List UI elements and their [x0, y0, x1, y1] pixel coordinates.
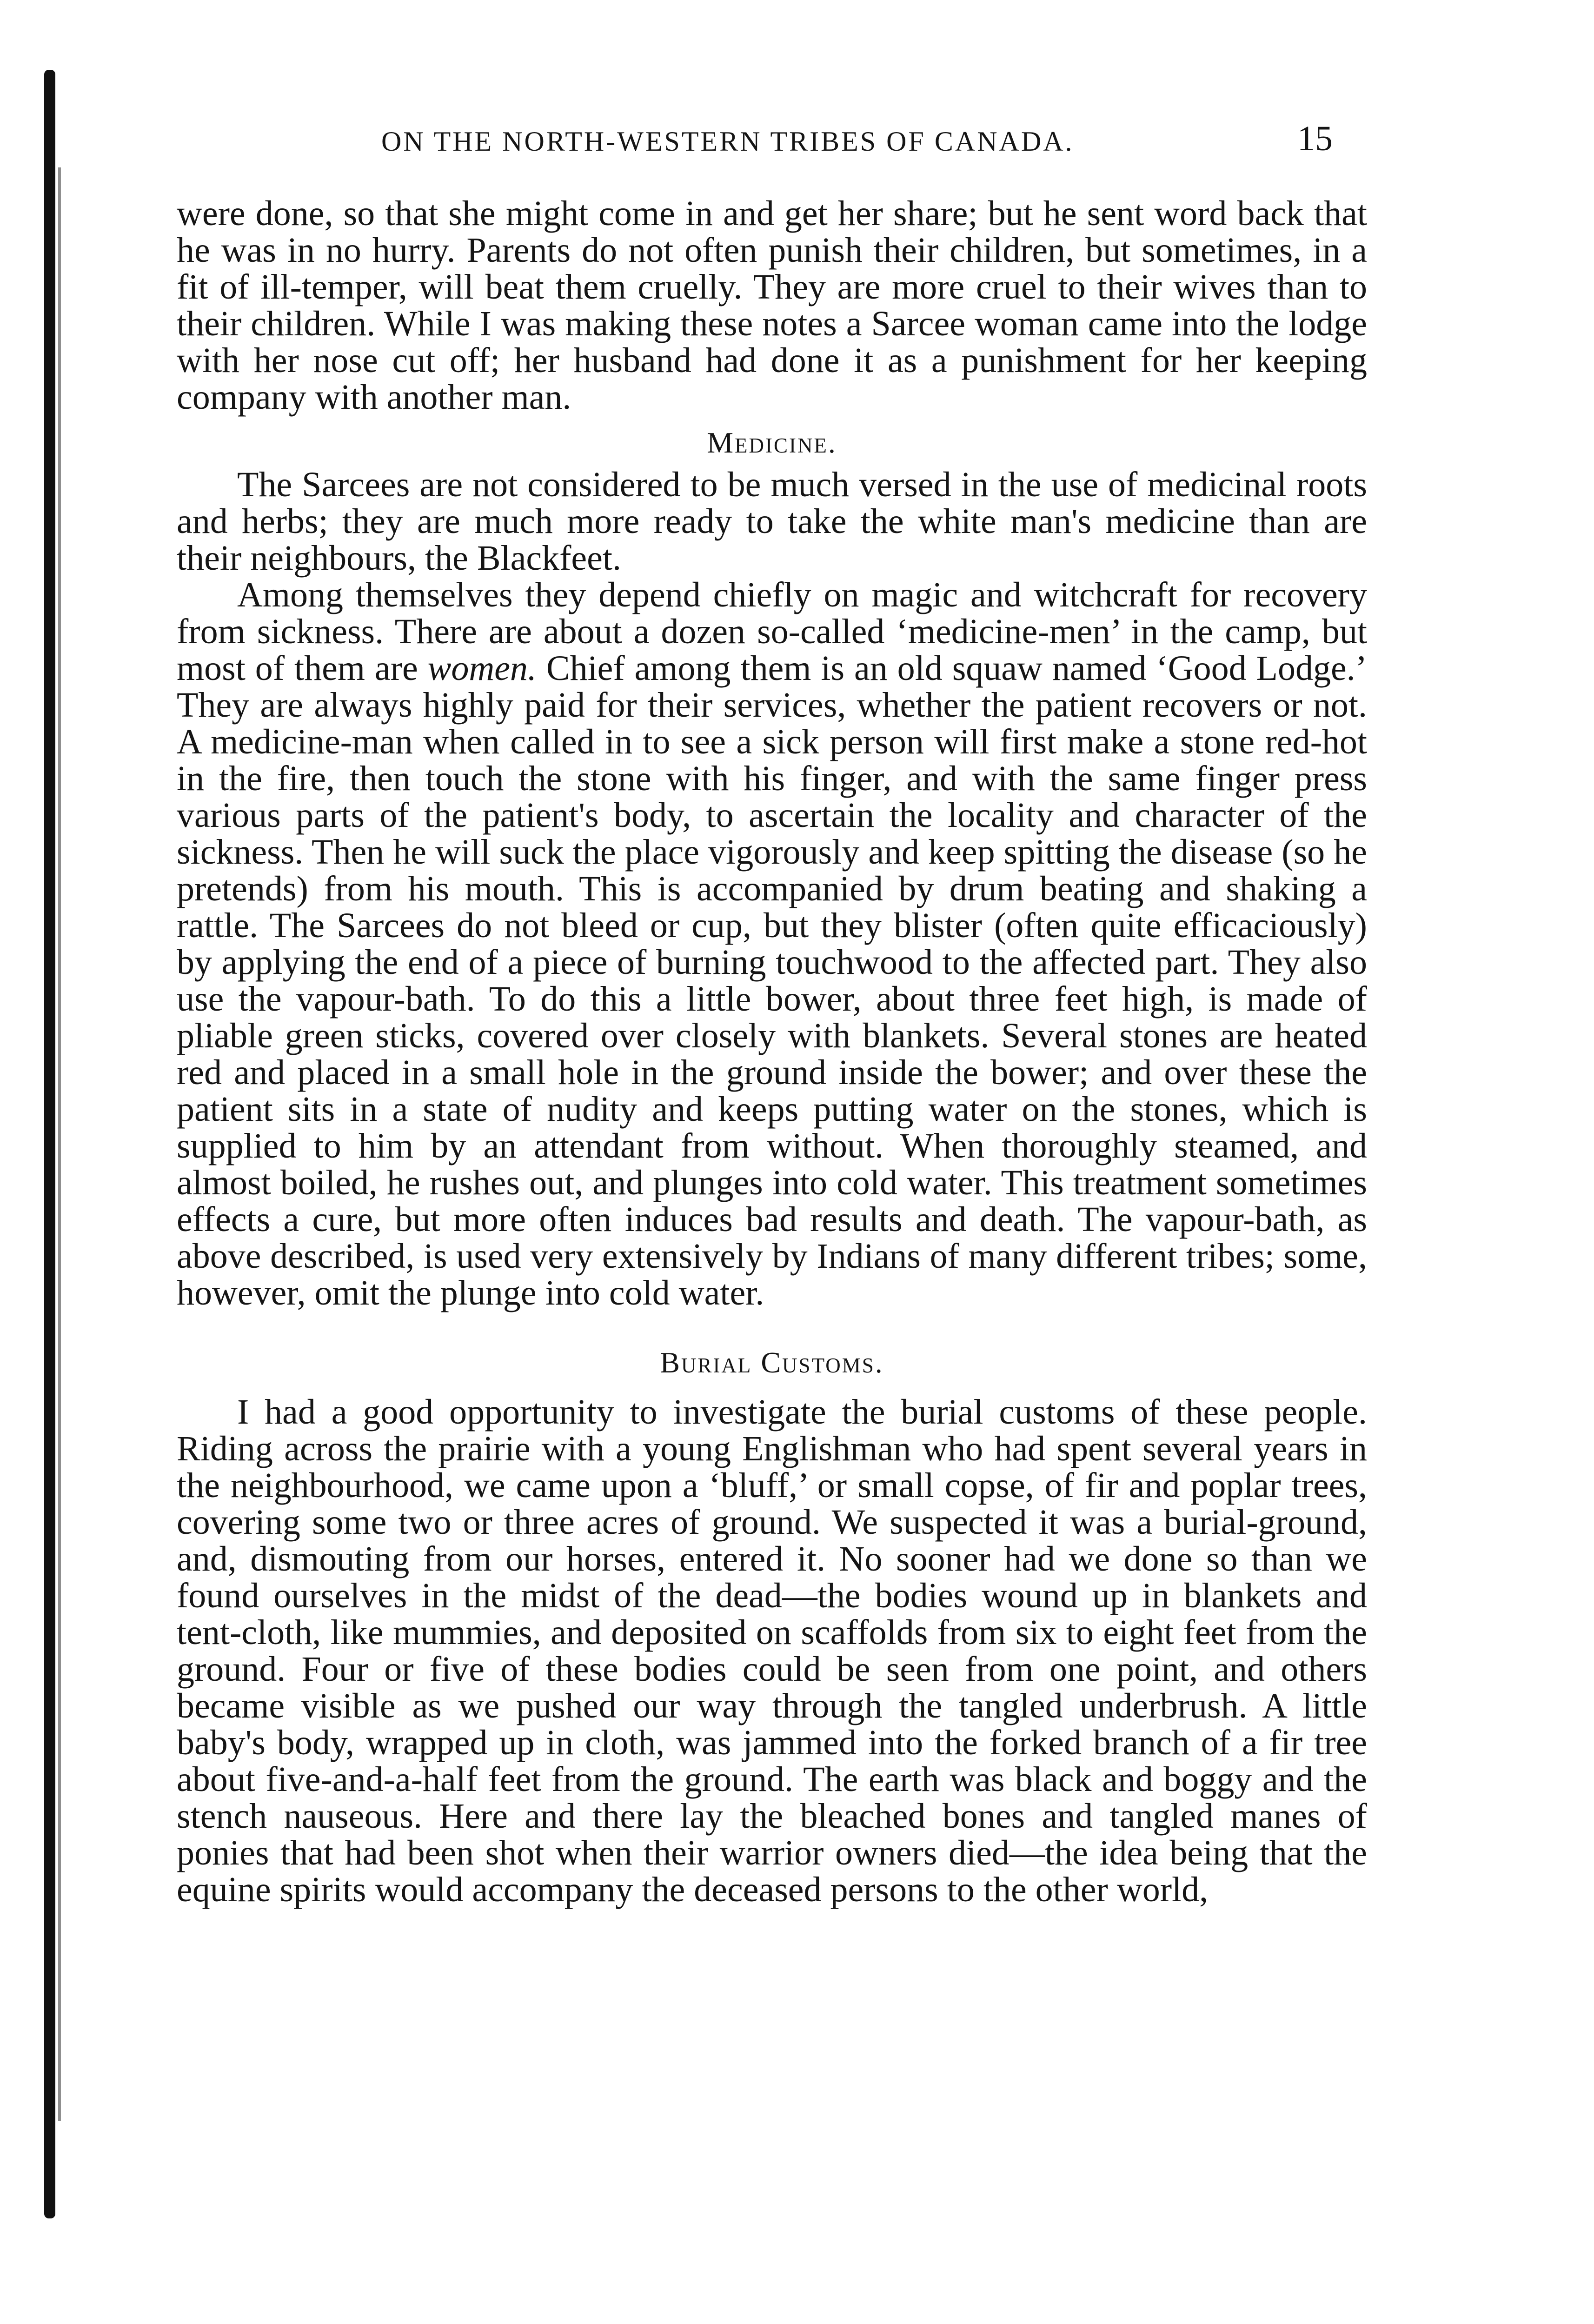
body-text — [177, 195, 1367, 1908]
paragraph-medicine-1: The Sarcees are not considered to be much versed in the use of medicinal roots and herbs; they are much more ready to take the white man's medicine than are their neighbours, the Blackfeet. — [177, 465, 1367, 578]
section-heading-burial-customs: Burial Customs. — [660, 1346, 884, 1379]
emphasis-women: women. — [427, 649, 537, 688]
binding-edge — [44, 70, 55, 2218]
section-heading-medicine: Medicine. — [707, 426, 837, 459]
binding-edge-shadow — [58, 167, 61, 2121]
page-number: 15 — [1297, 119, 1333, 158]
running-title: ON THE NORTH-WESTERN TRIBES OF CANADA. — [381, 126, 1074, 157]
paragraph-burial-1: I had a good opportunity to investigate the burial customs of these people. Riding across the prairie with a young Englishman who had spent several years in the neighbourhood, we came upon a ‘bluff,’ or small copse, of fir and poplar trees, covering some two or three acres of ground. We suspected it was a burial-ground, and, dismouting from our horses, entered it. No sooner had we done so than we found ourselves in the midst of the dead—the bodies wound up in blankets and tent-cloth, like mummies, and deposited on scaffolds from six to eight feet from the ground. Four or five of these bodies could be seen from one point, and others became visible as we pushed our way through the tangled underbrush. A little baby's body, wrapped up in cloth, was jammed into the forked branch of a fir tree about five-and-a-half feet from the ground. The earth was black and boggy and the stench nauseous. Here and there lay the bleached bones and tangled manes of ponies that had been shot when their warrior owners died—the idea being that the equine spirits would accompany the deceased persons to the other world, — [177, 1392, 1367, 1909]
paragraph-medicine-2-part-1: Among themselves they depend chiefly on magic and witchcraft for recovery from sickness. There are about a dozen so-called ‘medicine-men’ in the camp, but most of them are — [177, 575, 1367, 688]
paragraph-medicine-2-part-2: Chief among them is an old squaw named ‘Good Lodge.’ They are always highly paid for their services, whether the patient recovers or not. A medicine-man when called in to see a sick person will first make a stone red-hot in the fire, then touch the stone with his finger, and with the same finger press various parts of the patient's body, to ascertain the locality and character of the sickness. Then he will suck the place vigorously and keep spitting the disease (so he pretends) from his mouth. This is accompanied by drum beating and shaking a rattle. The Sarcees do not bleed or cup, but they blister (often quite efficaciously) by applying the end of a piece of burning touchwood to the affected part. They also use the vapour-bath. To do this a little bower, about three feet high, is made of pliable green sticks, covered over closely with blankets. Several stones are heated red and placed in a small hole in the ground inside the bower; and over these the patient sits in a state of nudity and keeps putting water on the stones, which is supplied to him by an attendant from without. When thoroughly steamed, and almost boiled, he rushes out, and plunges into cold water. This treatment sometimes effects a cure, but more often induces bad results and death. The vapour-bath, as above described, is used very extensively by Indians of many different tribes; some, however, omit the plunge into cold water. — [177, 649, 1367, 1312]
paragraph-continued: were done, so that she might come in and get her share; but he sent word back that he was in no hurry. Parents do not often punish their children, but sometimes, in a fit of ill-temper, will beat them cruelly. They are more cruel to their wives than to their children. While I was making these notes a Sarcee woman came into the lodge with her nose cut off; her husband had done it as a punishment for her keeping company with another man. — [177, 194, 1367, 417]
paragraph-medicine-2 — [177, 577, 1367, 1312]
